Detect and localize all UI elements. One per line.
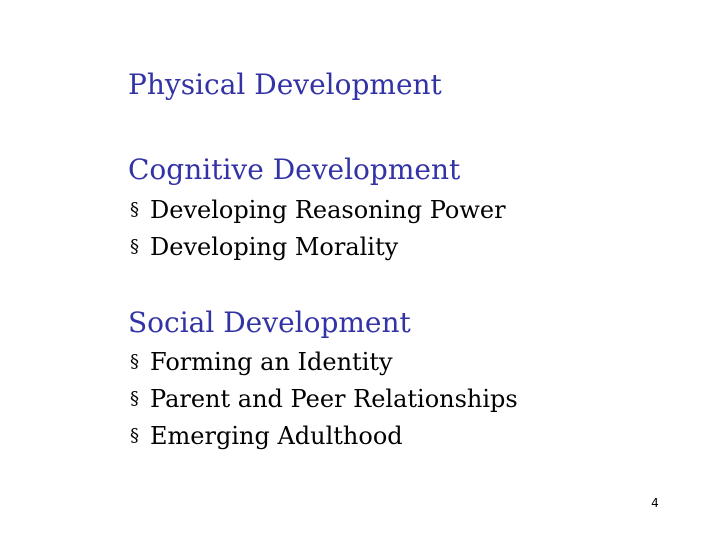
bullet-text: Emerging Adulthood [150, 422, 403, 450]
bullet-item [130, 232, 506, 269]
bullet-item [130, 384, 518, 421]
bullet-text: Forming an Identity [150, 348, 393, 376]
bullet-item [130, 195, 506, 232]
section-bullet-icon: § [130, 388, 139, 409]
section-bullet-icon: § [130, 199, 139, 220]
section-bullet-icon: § [130, 425, 139, 446]
page-number: 4 [651, 496, 659, 510]
bullet-text: Parent and Peer Relationships [150, 385, 518, 413]
section-heading-physical: Physical Development [128, 68, 442, 101]
section-heading-cognitive: Cognitive Development [128, 153, 461, 186]
section-bullet-icon: § [130, 236, 139, 257]
cognitive-bullet-list [130, 195, 506, 269]
section-heading-social: Social Development [128, 306, 411, 339]
bullet-item [130, 421, 518, 458]
section-bullet-icon: § [130, 351, 139, 372]
bullet-item [130, 347, 518, 384]
bullet-text: Developing Reasoning Power [150, 196, 506, 224]
social-bullet-list [130, 347, 518, 458]
bullet-text: Developing Morality [150, 233, 399, 261]
